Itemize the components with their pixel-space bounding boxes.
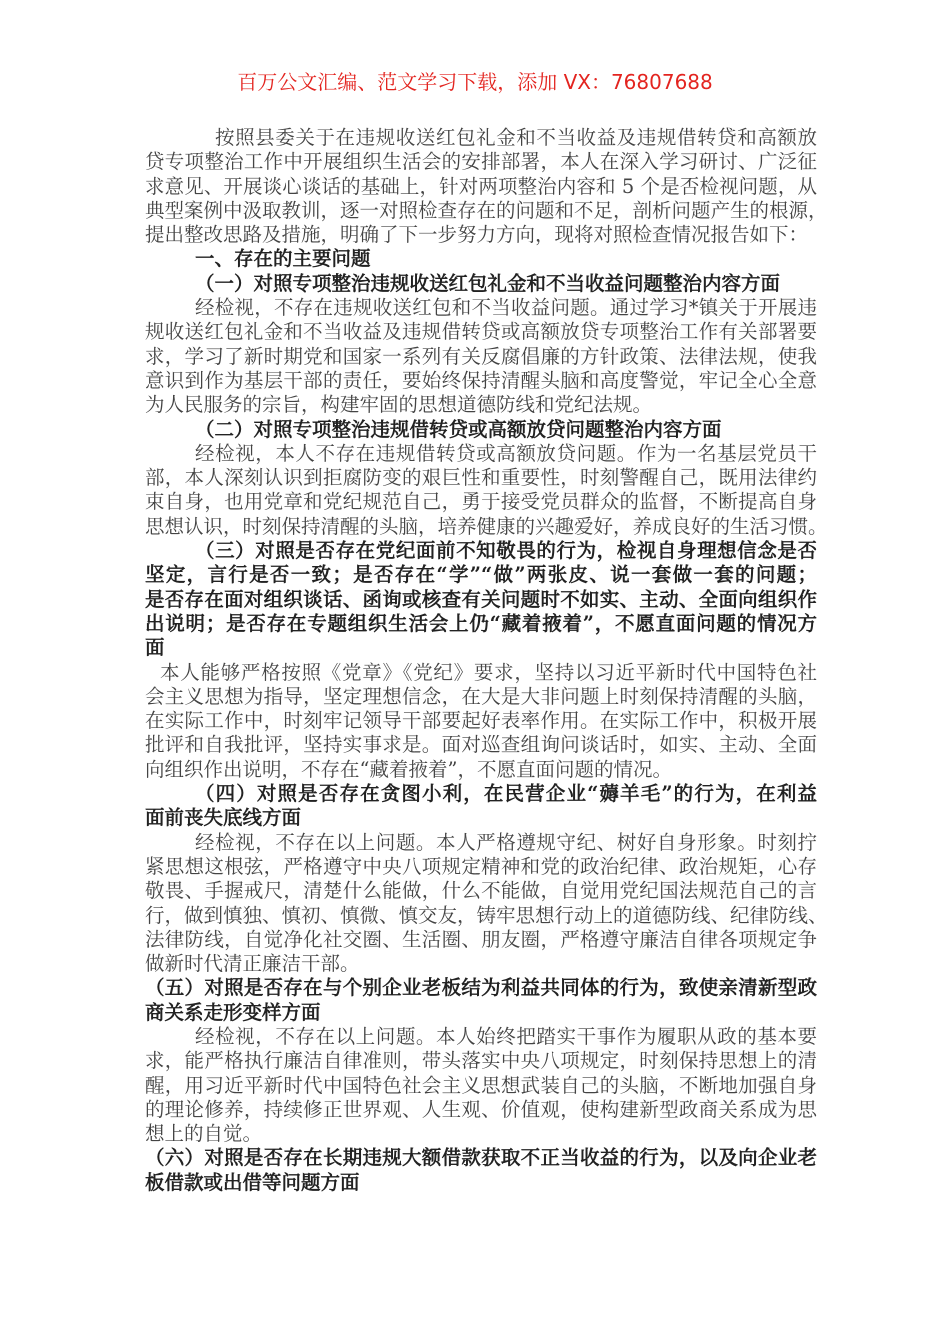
text-line: （五）对照是否存在与个别企业老板结为利益共同体的行为，致使亲清新型政: [145, 976, 817, 1000]
text-line: 紧思想这根弦，严格遵守中央八项规定精神和党的政治纪律、政治规矩，心存: [145, 854, 817, 878]
text-line: 行，做到慎独、慎初、慎微、慎交友，铸牢思想行动上的道德防线、纪律防线、: [145, 903, 828, 927]
text-line: 想上的自觉。: [145, 1122, 263, 1146]
text-line: 在实际工作中，时刻牢记领导干部要起好表率作用。在实际工作中，积极开展: [145, 709, 817, 733]
body-paragraph: [145, 830, 828, 977]
text-line: （三）对照是否存在党纪面前不知敬畏的行为，检视自身理想信念是否: [195, 539, 817, 563]
text-line: 会主义思想为指导，坚定理想信念，在大是大非问题上时刻保持清醒的头脑，: [145, 684, 817, 708]
text-line: （二）对照专项整治违规借转贷或高额放贷问题整治内容方面: [195, 417, 722, 441]
body-paragraph: [145, 126, 828, 247]
text-line: 经检视，不存在以上问题。本人始终把踏实干事作为履职从政的基本要: [195, 1024, 817, 1048]
section-heading: [145, 539, 817, 660]
text-line: （一）对照专项整治违规收送红包礼金和不当收益问题整治内容方面: [195, 271, 781, 295]
body-paragraph: [145, 296, 817, 417]
text-line: 向组织作出说明，不存在“藏着掖着”，不愿直面问题的情况。: [145, 757, 672, 781]
section-heading: [145, 782, 817, 831]
section-heading: [145, 272, 817, 296]
text-line: 求意见、开展谈心谈话的基础上，针对两项整治内容和 5 个是否检视问题，从: [145, 174, 817, 198]
text-line: 法律防线，自觉净化社交圈、生活圈、朋友圈，严格遵守廉洁自律各项规定争: [145, 927, 817, 951]
section-heading: [145, 1146, 817, 1195]
text-line: （四）对照是否存在贪图小利，在民营企业“薅羊毛”的行为，在利益: [195, 782, 817, 806]
text-line: 醒，用习近平新时代中国特色社会主义思想武装自己的头脑，不断地加强自身: [145, 1073, 817, 1097]
text-line: 规收送红包礼金和不当收益及违规借转贷或高额放贷专项整治工作有关部署要: [145, 320, 817, 344]
text-line: 经检视，不存在以上问题。本人严格遵规守纪、树好自身形象。时刻拧: [195, 830, 817, 854]
text-line: 意识到作为基层干部的责任，要始终保持清醒头脑和高度警觉，牢记全心全意: [145, 368, 817, 392]
text-line: 提出整改思路及措施，明确了下一步努力方向，现将对照检查情况报告如下：: [145, 223, 809, 247]
section-heading: [145, 976, 817, 1025]
text-line: 面前丧失底线方面: [145, 806, 302, 830]
text-line: 面: [145, 636, 165, 660]
text-line: 批评和自我批评，坚持实事求是。面对巡查组询问谈话时，如实、主动、全面: [145, 733, 817, 757]
text-line: 出说明；是否存在专题组织生活会上仍“藏着掖着”，不愿直面问题的情况方: [145, 611, 817, 635]
text-line: 敬畏、手握戒尺，清楚什么能做，什么不能做，自觉用党纪国法规范自己的言: [145, 879, 817, 903]
text-line: （六）对照是否存在长期违规大额借款获取不正当收益的行为，以及向企业老: [145, 1146, 817, 1170]
text-line: 经检视，不存在违规收送红包和不当收益问题。通过学习*镇关于开展违: [195, 296, 817, 320]
document-body: [145, 126, 828, 1195]
download-watermark-banner: 百万公文汇编、范文学习下载，添加 VX：76807688: [237, 70, 713, 94]
text-line: 的理论修养，持续修正世界观、人生观、价值观，使构建新型政商关系成为思: [145, 1097, 817, 1121]
text-line: 本人能够严格按照《党章》《党纪》要求，坚持以习近平新时代中国特色社: [160, 660, 817, 684]
text-line: 束自身，也用党章和党纪规范自己，勇于接受党员群众的监督，不断提高自身: [145, 490, 817, 514]
section-heading: [145, 247, 817, 271]
text-line: 坚定，言行是否一致；是否存在“学”“做”两张皮、说一套做一套的问题；: [145, 563, 817, 587]
text-line: 商关系走形变样方面: [145, 1000, 321, 1024]
text-line: 求，能严格执行廉洁自律准则，带头落实中央八项规定，时刻保持思想上的清: [145, 1049, 817, 1073]
text-line: 做新时代清正廉洁干部。: [145, 952, 360, 976]
text-line: 按照县委关于在违规收送红包礼金和不当收益及违规借转贷和高额放: [215, 126, 817, 149]
text-line: 板借款或出借等问题方面: [145, 1170, 360, 1194]
text-line: 为人民服务的宗旨，构建牢固的思想道德防线和党纪法规。: [145, 393, 653, 417]
text-line: 部，本人深刻认识到拒腐防变的艰巨性和重要性，时刻警醒自己，既用法律约: [145, 466, 817, 490]
text-line: 求，学习了新时期党和国家一系列有关反腐倡廉的方针政策、法律法规，使我: [145, 344, 817, 368]
text-line: 典型案例中汲取教训，逐一对照检查存在的问题和不足，剖析问题产生的根源，: [145, 198, 828, 222]
text-line: 一、存在的主要问题: [195, 247, 371, 271]
body-paragraph: [145, 1025, 817, 1146]
body-paragraph: [145, 661, 817, 782]
body-paragraph: [145, 441, 828, 539]
text-line: 是否存在面对组织谈话、函询或核查有关问题时不如实、主动、全面向组织作: [145, 587, 817, 611]
section-heading: [145, 418, 817, 442]
text-line: 思想认识，时刻保持清醒的头脑，培养健康的兴趣爱好，养成良好的生活习惯。: [145, 514, 828, 538]
text-line: 贷专项整治工作中开展组织生活会的安排部署，本人在深入学习研讨、广泛征: [145, 150, 817, 174]
text-line: 经检视，本人不存在违规借转贷或高额放贷问题。作为一名基层党员干: [195, 441, 817, 465]
